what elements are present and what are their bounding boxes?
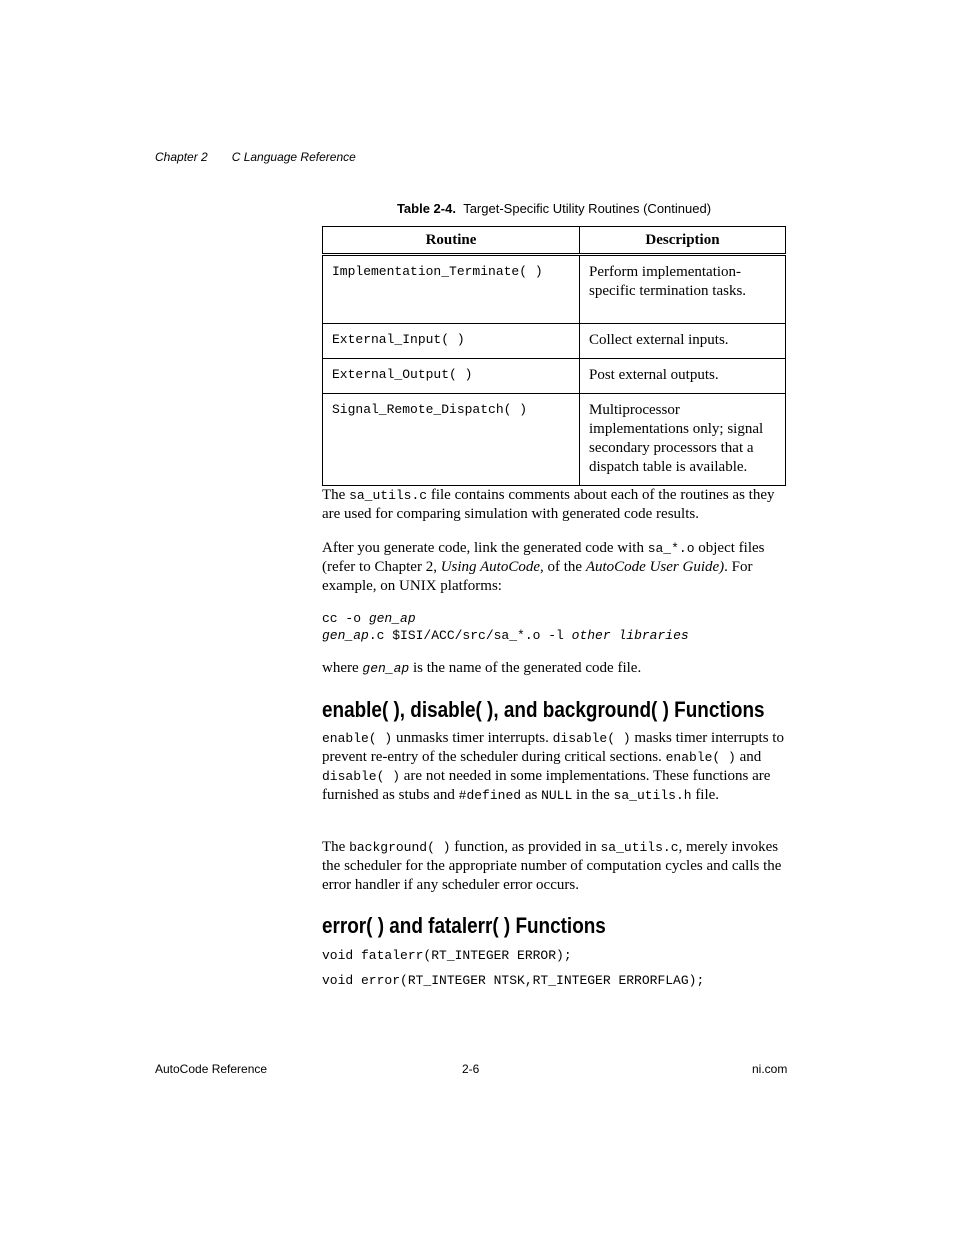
code-italic: gen_ap	[368, 611, 416, 626]
code-ref: NULL	[541, 788, 573, 803]
text: unmasks timer interrupts.	[392, 730, 553, 746]
paragraph-link	[322, 539, 786, 596]
text: . For example, on UNIX platforms:	[322, 559, 753, 594]
routine-cell: External_Input( )	[323, 324, 580, 359]
table-row	[323, 394, 786, 486]
text: The	[322, 487, 350, 503]
routine-cell: External_Output( )	[323, 359, 580, 394]
footer-page-number: 2-6	[462, 1062, 480, 1076]
code-ref: sa_utils.c	[349, 488, 428, 503]
column-header-description: Description	[580, 227, 786, 255]
routine-cell: Implementation_Terminate( )	[323, 255, 580, 324]
section-heading-enable: enable( ), disable( ), and background( ) Functions	[322, 697, 765, 722]
text: in the	[572, 787, 614, 803]
code-italic: gen_ap	[322, 628, 369, 643]
text: are not needed in some implementations. These functions are furnished as stubs and	[322, 768, 771, 803]
italic-ref: Using AutoCode	[440, 559, 541, 575]
paragraph-enable	[322, 729, 786, 805]
text: object files (refer to Chapter 2,	[322, 540, 765, 575]
table-caption-label: Table 2-4.	[396, 201, 456, 216]
text: file contains comments about each of the routines as they are used for comparing simulation with generated code results.	[322, 487, 775, 522]
routine-cell: Signal_Remote_Dispatch( )	[323, 394, 580, 486]
code-ref: sa_utils.h	[613, 788, 692, 803]
table-row	[323, 255, 786, 324]
text: masks timer interrupts to prevent re-entry of the scheduler during critical sections.	[322, 730, 784, 765]
text: where	[322, 660, 363, 676]
code-ref: disable( )	[552, 731, 631, 746]
code-italic: other libraries	[571, 628, 689, 643]
text: as	[521, 787, 542, 803]
table-caption-text: Target-Specific Utility Routines (Continued)	[463, 201, 712, 216]
running-header	[155, 150, 356, 164]
description-cell: Perform implementation-specific termination tasks.	[580, 255, 786, 324]
code-ref: disable( )	[322, 769, 401, 784]
code-ref: background( )	[349, 840, 451, 855]
table-row	[323, 324, 786, 359]
code-ref: #defined	[458, 788, 522, 803]
paragraph-sa-utils	[322, 486, 786, 524]
section-heading-error: error( ) and fatalerr( ) Functions	[322, 913, 606, 938]
code-ref: sa_utils.c	[600, 840, 679, 855]
description-cell: Collect external inputs.	[580, 324, 786, 359]
code-line-error: void error(RT_INTEGER NTSK,RT_INTEGER ERRORFLAG);	[322, 973, 705, 988]
paragraph-background	[322, 838, 786, 895]
code-ref: enable( )	[665, 750, 736, 765]
code-block-compile	[322, 610, 689, 644]
text: After you generate code, link the generated code with	[322, 540, 648, 556]
text: function, as provided in	[450, 839, 601, 855]
code-ref: enable( )	[322, 731, 393, 746]
chapter-title: C Language Reference	[231, 150, 356, 164]
paragraph-where	[322, 659, 786, 678]
column-header-routine: Routine	[323, 227, 580, 255]
text: file.	[691, 787, 720, 803]
code-text: .c $ISI/ACC/src/sa_*.o -l	[368, 628, 572, 643]
text: The	[322, 839, 350, 855]
description-cell: Multiprocessor implementations only; signal secondary processors that a dispatch table is available.	[580, 394, 786, 486]
code-text: cc -o	[322, 611, 369, 626]
table-row	[323, 359, 786, 394]
footer-left: AutoCode Reference	[155, 1062, 268, 1076]
code-line-fatalerr: void fatalerr(RT_INTEGER ERROR);	[322, 948, 572, 963]
italic-ref: AutoCode User Guide)	[585, 559, 725, 575]
text: , merely invokes the scheduler for the appropriate number of computation cycles and calls the error handler if any scheduler error occurs.	[322, 839, 782, 893]
code-ref: gen_ap	[362, 661, 410, 676]
table-caption	[322, 201, 786, 216]
chapter-label: Chapter 2	[155, 150, 208, 164]
routines-table	[322, 226, 786, 486]
text: is the name of the generated code file.	[409, 660, 642, 676]
table-header-row	[323, 227, 786, 255]
description-cell: Post external outputs.	[580, 359, 786, 394]
footer-right: ni.com	[752, 1062, 788, 1076]
text: , of the	[540, 559, 586, 575]
code-ref: sa_*.o	[647, 541, 695, 556]
text: and	[735, 749, 762, 765]
